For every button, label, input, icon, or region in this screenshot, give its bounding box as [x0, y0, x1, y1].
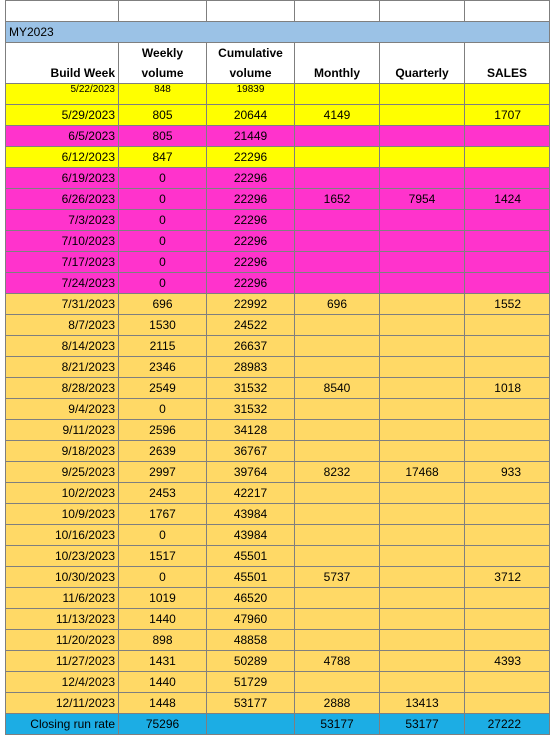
table-row	[6, 567, 550, 588]
cell-build-week[interactable]: 10/16/2023	[6, 525, 119, 546]
cell-quarterly[interactable]	[380, 357, 465, 378]
column-header-stub[interactable]	[465, 1, 550, 22]
cell-cumulative-volume[interactable]: 48858	[207, 630, 295, 651]
cell-quarterly[interactable]	[380, 672, 465, 693]
cell-quarterly[interactable]: 17468	[380, 462, 465, 483]
cell-cumulative-volume[interactable]: 39764	[207, 462, 295, 483]
cell-monthly[interactable]: 8540	[295, 378, 380, 399]
cell-cumulative-volume[interactable]: 45501	[207, 567, 295, 588]
cell-sales[interactable]	[465, 210, 550, 231]
cell-cumulative-volume[interactable]: 46520	[207, 588, 295, 609]
table-row	[6, 483, 550, 504]
cell-build-week[interactable]: 6/5/2023	[6, 126, 119, 147]
cell-sales[interactable]: 1552	[465, 294, 550, 315]
cell-sales[interactable]: 1707	[465, 105, 550, 126]
cell-weekly-volume[interactable]: 0	[119, 210, 207, 231]
cell-build-week[interactable]: 11/6/2023	[6, 588, 119, 609]
cell-sales[interactable]	[465, 273, 550, 294]
cell-sales[interactable]	[465, 252, 550, 273]
cell-weekly-volume[interactable]: 0	[119, 189, 207, 210]
table-row	[6, 168, 550, 189]
cell-sales[interactable]	[465, 525, 550, 546]
sheet-title-cell[interactable]: MY2023	[6, 22, 550, 43]
cell-cumulative-volume[interactable]: 22296	[207, 231, 295, 252]
cell-quarterly[interactable]: 7954	[380, 189, 465, 210]
cell-build-week[interactable]: 10/30/2023	[6, 567, 119, 588]
table-row	[6, 609, 550, 630]
cell-build-week[interactable]: 7/17/2023	[6, 252, 119, 273]
table-row	[6, 252, 550, 273]
table-row	[6, 210, 550, 231]
cell-quarterly[interactable]	[380, 294, 465, 315]
closing-monthly[interactable]: 53177	[295, 714, 380, 735]
cell-sales[interactable]	[465, 630, 550, 651]
cell-sales[interactable]	[465, 84, 550, 105]
cell-weekly-volume[interactable]	[119, 84, 207, 105]
cell-cumulative-volume[interactable]: 47960	[207, 609, 295, 630]
table-row	[6, 630, 550, 651]
cell-cumulative-volume[interactable]	[207, 84, 295, 105]
cell-build-week[interactable]: 8/21/2023	[6, 357, 119, 378]
cell-sales[interactable]	[465, 168, 550, 189]
cell-sales[interactable]	[465, 126, 550, 147]
cell-build-week[interactable]: 7/24/2023	[6, 273, 119, 294]
cell-quarterly[interactable]	[380, 504, 465, 525]
table-row	[6, 693, 550, 714]
cell-sales[interactable]: 1424	[465, 189, 550, 210]
cell-build-week[interactable]: 10/2/2023	[6, 483, 119, 504]
column-header-stub[interactable]	[119, 1, 207, 22]
table-row	[6, 378, 550, 399]
cell-weekly-volume[interactable]: 0	[119, 525, 207, 546]
cell-build-week[interactable]	[6, 84, 119, 105]
cell-cumulative-volume[interactable]: 28983	[207, 357, 295, 378]
cell-weekly-volume[interactable]: 1767	[119, 504, 207, 525]
column-header-stub[interactable]	[380, 1, 465, 22]
table-row	[6, 189, 550, 210]
header-quarterly[interactable]: Quarterly	[380, 43, 465, 84]
cell-monthly[interactable]: 696	[295, 294, 380, 315]
cell-build-week[interactable]: 7/3/2023	[6, 210, 119, 231]
cell-sales[interactable]	[465, 441, 550, 462]
cell-cumulative-volume[interactable]: 53177	[207, 693, 295, 714]
cell-sales[interactable]: 933	[465, 462, 550, 483]
cell-sales[interactable]	[465, 588, 550, 609]
cell-weekly-volume[interactable]: 696	[119, 294, 207, 315]
cell-quarterly[interactable]	[380, 651, 465, 672]
cell-build-week[interactable]: 5/29/2023	[6, 105, 119, 126]
cell-sales[interactable]	[465, 693, 550, 714]
cell-monthly[interactable]	[295, 168, 380, 189]
header-weekly-volume[interactable]	[119, 43, 207, 84]
cell-quarterly[interactable]	[380, 231, 465, 252]
cell-cumulative-volume[interactable]: 45501	[207, 546, 295, 567]
cell-quarterly[interactable]	[380, 567, 465, 588]
cell-cumulative-volume[interactable]: 26637	[207, 336, 295, 357]
cell-cumulative-volume[interactable]: 22296	[207, 252, 295, 273]
cell-weekly-volume[interactable]: 2596	[119, 420, 207, 441]
cell-weekly-volume[interactable]: 1517	[119, 546, 207, 567]
cell-monthly[interactable]	[295, 630, 380, 651]
cell-monthly[interactable]	[295, 357, 380, 378]
cell-sales[interactable]	[465, 231, 550, 252]
table-row	[6, 504, 550, 525]
table-row	[6, 588, 550, 609]
cell-monthly[interactable]	[295, 336, 380, 357]
table-row	[6, 294, 550, 315]
cell-build-week[interactable]: 7/31/2023	[6, 294, 119, 315]
cell-cumulative-volume[interactable]: 36767	[207, 441, 295, 462]
cell-quarterly[interactable]	[380, 273, 465, 294]
cell-weekly-volume[interactable]: 1019	[119, 588, 207, 609]
cell-weekly-volume[interactable]: 2346	[119, 357, 207, 378]
cell-sales[interactable]	[465, 609, 550, 630]
table-row	[6, 462, 550, 483]
closing-run-rate-row	[6, 714, 550, 735]
cell-sales[interactable]	[465, 336, 550, 357]
cell-sales[interactable]	[465, 147, 550, 168]
header-cumulative-line2: volume	[229, 66, 272, 80]
cell-monthly[interactable]: 5737	[295, 567, 380, 588]
cell-weekly-volume[interactable]: 0	[119, 567, 207, 588]
cell-monthly[interactable]: 4149	[295, 105, 380, 126]
cell-weekly-volume[interactable]: 1431	[119, 651, 207, 672]
cell-cumulative-volume[interactable]: 24522	[207, 315, 295, 336]
cell-build-week[interactable]: 12/11/2023	[6, 693, 119, 714]
column-header-stub[interactable]	[207, 1, 295, 22]
table-row	[6, 147, 550, 168]
header-cumulative-line1: Cumulative	[218, 46, 283, 60]
cell-monthly[interactable]	[295, 252, 380, 273]
cell-sales[interactable]	[465, 357, 550, 378]
cell-sales[interactable]: 1018	[465, 378, 550, 399]
cell-build-week[interactable]: 8/28/2023	[6, 378, 119, 399]
clipped-row	[6, 84, 550, 105]
cell-quarterly[interactable]	[380, 168, 465, 189]
cell-monthly[interactable]	[295, 504, 380, 525]
cell-build-week[interactable]: 12/4/2023	[6, 672, 119, 693]
cell-cumulative-volume[interactable]: 31532	[207, 399, 295, 420]
column-header-stub[interactable]	[6, 1, 119, 22]
cell-quarterly[interactable]	[380, 126, 465, 147]
cell-monthly[interactable]	[295, 546, 380, 567]
cell-cumulative-volume[interactable]: 22296	[207, 273, 295, 294]
cell-weekly-volume[interactable]: 0	[119, 399, 207, 420]
cell-monthly[interactable]	[295, 315, 380, 336]
cell-cumulative-volume[interactable]: 22296	[207, 189, 295, 210]
header-weekly-line2: volume	[141, 66, 184, 80]
cell-weekly-volume[interactable]: 1448	[119, 693, 207, 714]
cell-weekly-volume[interactable]: 2997	[119, 462, 207, 483]
table-row	[6, 525, 550, 546]
cell-monthly[interactable]	[295, 231, 380, 252]
table-row	[6, 273, 550, 294]
table-row	[6, 546, 550, 567]
cell-quarterly[interactable]	[380, 609, 465, 630]
cell-weekly-volume[interactable]: 805	[119, 126, 207, 147]
closing-cumulative[interactable]	[207, 714, 295, 735]
cell-quarterly[interactable]	[380, 210, 465, 231]
cell-cumulative-volume[interactable]: 42217	[207, 483, 295, 504]
cell-sales[interactable]	[465, 504, 550, 525]
cell-weekly-volume[interactable]: 0	[119, 231, 207, 252]
cell-monthly[interactable]: 1652	[295, 189, 380, 210]
cell-monthly[interactable]	[295, 609, 380, 630]
cell-quarterly[interactable]: 13413	[380, 693, 465, 714]
cell-quarterly[interactable]	[380, 588, 465, 609]
cell-weekly-volume[interactable]: 0	[119, 168, 207, 189]
closing-sales[interactable]: 27222	[465, 714, 550, 735]
cell-weekly-volume[interactable]: 1530	[119, 315, 207, 336]
spreadsheet-table	[5, 0, 550, 735]
cell-quarterly[interactable]	[380, 546, 465, 567]
cell-build-week[interactable]: 9/11/2023	[6, 420, 119, 441]
cell-quarterly[interactable]	[380, 483, 465, 504]
cell-quarterly[interactable]	[380, 147, 465, 168]
table-row	[6, 231, 550, 252]
cell-cumulative-volume[interactable]: 22296	[207, 147, 295, 168]
table-row	[6, 672, 550, 693]
cell-sales[interactable]	[465, 420, 550, 441]
cell-weekly-volume[interactable]: 0	[119, 273, 207, 294]
cell-monthly[interactable]: 8232	[295, 462, 380, 483]
cell-build-week[interactable]: 11/20/2023	[6, 630, 119, 651]
table-row	[6, 336, 550, 357]
cell-monthly[interactable]	[295, 525, 380, 546]
table-row	[6, 420, 550, 441]
cell-quarterly[interactable]	[380, 630, 465, 651]
cell-monthly[interactable]	[295, 210, 380, 231]
cell-weekly-volume[interactable]: 2453	[119, 483, 207, 504]
clipped-text: 848	[154, 84, 171, 95]
cell-quarterly[interactable]	[380, 84, 465, 105]
cell-cumulative-volume[interactable]: 22296	[207, 210, 295, 231]
cell-monthly[interactable]	[295, 273, 380, 294]
cell-cumulative-volume[interactable]: 22992	[207, 294, 295, 315]
cell-monthly[interactable]	[295, 441, 380, 462]
cell-monthly[interactable]: 4788	[295, 651, 380, 672]
cell-quarterly[interactable]	[380, 399, 465, 420]
cell-monthly[interactable]	[295, 672, 380, 693]
header-cumulative-volume[interactable]	[207, 43, 295, 84]
cell-monthly[interactable]	[295, 588, 380, 609]
cell-build-week[interactable]: 9/25/2023	[6, 462, 119, 483]
cell-monthly[interactable]	[295, 420, 380, 441]
cell-quarterly[interactable]	[380, 525, 465, 546]
cell-weekly-volume[interactable]: 847	[119, 147, 207, 168]
clipped-text: 19839	[236, 84, 265, 95]
cell-build-week[interactable]: 9/4/2023	[6, 399, 119, 420]
table-row	[6, 105, 550, 126]
table-row	[6, 357, 550, 378]
cell-sales[interactable]	[465, 483, 550, 504]
clipped-text: 5/22/2023	[70, 84, 115, 95]
cell-build-week[interactable]: 10/9/2023	[6, 504, 119, 525]
cell-quarterly[interactable]	[380, 441, 465, 462]
cell-weekly-volume[interactable]: 805	[119, 105, 207, 126]
cell-cumulative-volume[interactable]: 51729	[207, 672, 295, 693]
header-row	[6, 43, 550, 84]
cell-quarterly[interactable]	[380, 336, 465, 357]
cell-build-week[interactable]: 10/23/2023	[6, 546, 119, 567]
cell-weekly-volume[interactable]: 2639	[119, 441, 207, 462]
cell-cumulative-volume[interactable]: 20644	[207, 105, 295, 126]
closing-quarterly[interactable]: 53177	[380, 714, 465, 735]
cell-build-week[interactable]: 11/13/2023	[6, 609, 119, 630]
cell-cumulative-volume[interactable]: 31532	[207, 378, 295, 399]
cell-build-week[interactable]: 11/27/2023	[6, 651, 119, 672]
cell-quarterly[interactable]	[380, 420, 465, 441]
title-row	[6, 22, 550, 43]
cell-weekly-volume[interactable]: 898	[119, 630, 207, 651]
table-row	[6, 315, 550, 336]
cell-weekly-volume[interactable]: 1440	[119, 672, 207, 693]
cell-build-week[interactable]: 6/12/2023	[6, 147, 119, 168]
cell-monthly[interactable]	[295, 84, 380, 105]
cell-build-week[interactable]: 9/18/2023	[6, 441, 119, 462]
cell-monthly[interactable]	[295, 126, 380, 147]
header-monthly[interactable]: Monthly	[295, 43, 380, 84]
cell-monthly[interactable]: 2888	[295, 693, 380, 714]
cell-build-week[interactable]: 7/10/2023	[6, 231, 119, 252]
cell-sales[interactable]	[465, 672, 550, 693]
cell-weekly-volume[interactable]: 1440	[119, 609, 207, 630]
cell-sales[interactable]	[465, 399, 550, 420]
column-header-stub-row	[6, 1, 550, 22]
cell-monthly[interactable]	[295, 147, 380, 168]
cell-quarterly[interactable]	[380, 378, 465, 399]
table-row	[6, 441, 550, 462]
cell-quarterly[interactable]	[380, 105, 465, 126]
cell-weekly-volume[interactable]: 2549	[119, 378, 207, 399]
cell-cumulative-volume[interactable]: 43984	[207, 504, 295, 525]
cell-weekly-volume[interactable]: 2115	[119, 336, 207, 357]
cell-cumulative-volume[interactable]: 43984	[207, 525, 295, 546]
cell-monthly[interactable]	[295, 399, 380, 420]
cell-sales[interactable]	[465, 315, 550, 336]
cell-build-week[interactable]: 6/19/2023	[6, 168, 119, 189]
cell-build-week[interactable]: 6/26/2023	[6, 189, 119, 210]
column-header-stub[interactable]	[295, 1, 380, 22]
table-row	[6, 399, 550, 420]
cell-quarterly[interactable]	[380, 252, 465, 273]
cell-build-week[interactable]: 8/14/2023	[6, 336, 119, 357]
closing-label[interactable]: Closing run rate	[6, 714, 119, 735]
cell-cumulative-volume[interactable]: 34128	[207, 420, 295, 441]
cell-sales[interactable]: 4393	[465, 651, 550, 672]
table-row	[6, 126, 550, 147]
header-weekly-line1: Weekly	[141, 46, 184, 60]
cell-cumulative-volume[interactable]: 21449	[207, 126, 295, 147]
cell-cumulative-volume[interactable]: 22296	[207, 168, 295, 189]
cell-monthly[interactable]	[295, 483, 380, 504]
header-build-week[interactable]: Build Week	[6, 43, 119, 84]
cell-sales[interactable]	[465, 546, 550, 567]
closing-weekly[interactable]: 75296	[119, 714, 207, 735]
cell-sales[interactable]: 3712	[465, 567, 550, 588]
header-sales[interactable]: SALES	[465, 43, 550, 84]
cell-cumulative-volume[interactable]: 50289	[207, 651, 295, 672]
table-row	[6, 651, 550, 672]
cell-build-week[interactable]: 8/7/2023	[6, 315, 119, 336]
cell-weekly-volume[interactable]: 0	[119, 252, 207, 273]
cell-quarterly[interactable]	[380, 315, 465, 336]
